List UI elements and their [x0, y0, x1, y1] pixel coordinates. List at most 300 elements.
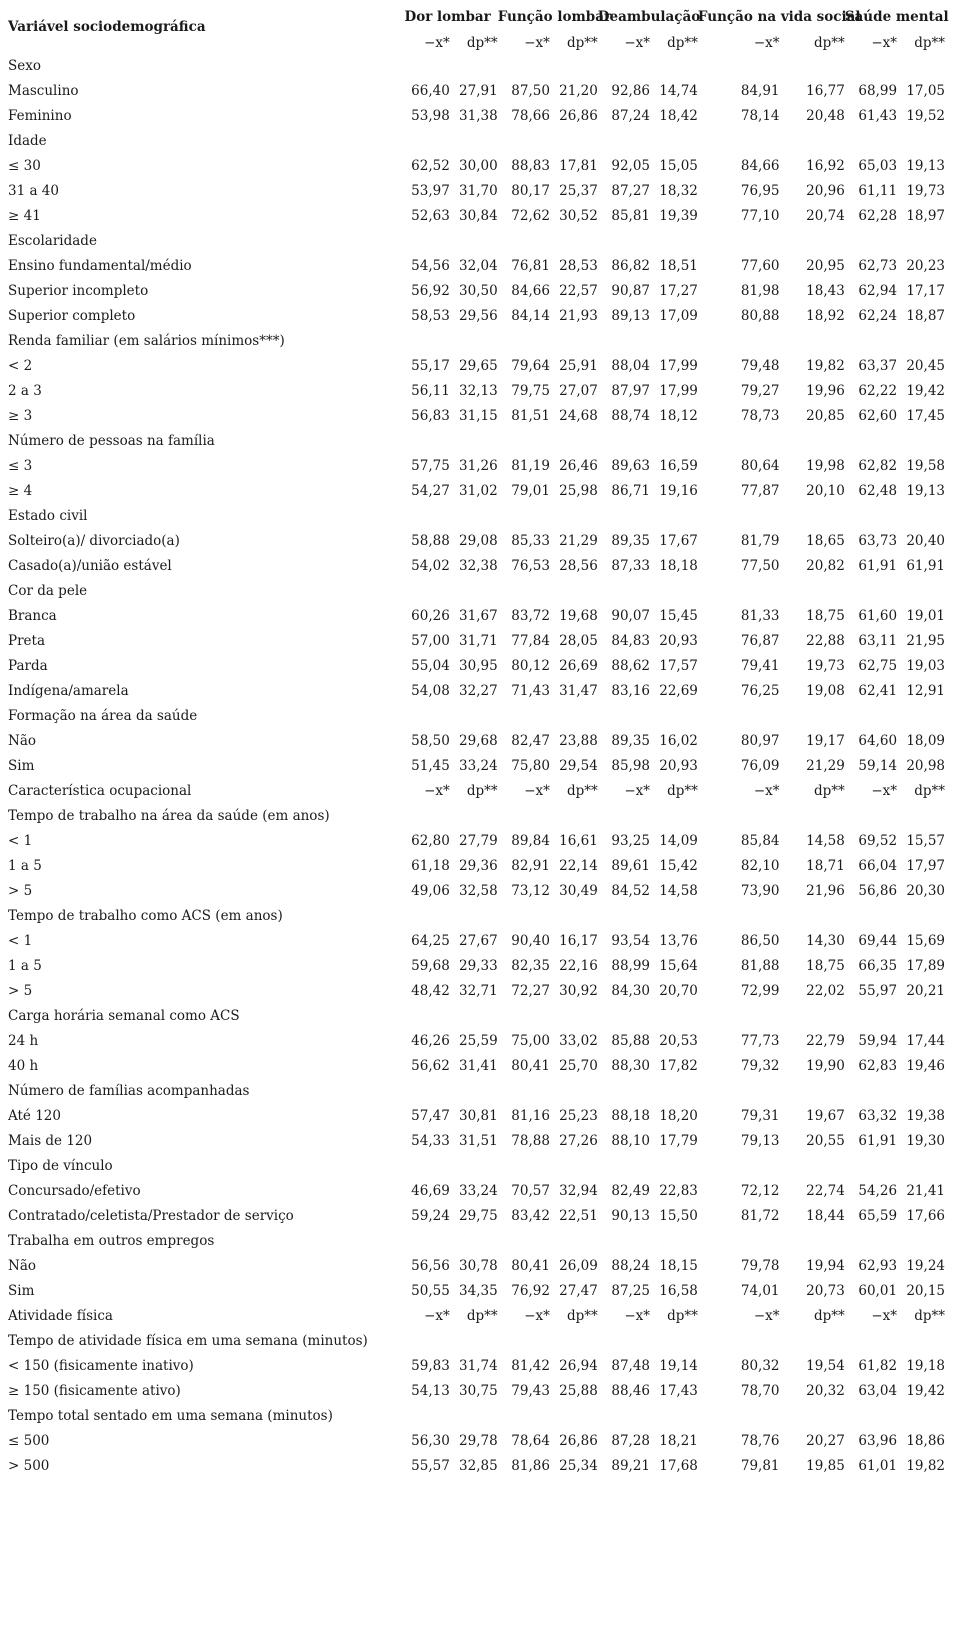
sd-value: 17,44 [906, 1033, 945, 1049]
table-row [8, 854, 945, 879]
sd-value: 31,02 [459, 483, 498, 499]
section-row [8, 579, 945, 604]
sd-value: 20,27 [806, 1433, 845, 1449]
sd-value: 14,74 [659, 83, 698, 99]
sd-label: dp** [914, 783, 945, 799]
table-row [8, 1029, 945, 1054]
mean-value: 76,25 [740, 683, 780, 699]
mean-value: 54,02 [411, 558, 450, 574]
sd-label: dp** [567, 35, 598, 51]
table-row [8, 1354, 945, 1379]
sd-value: 12,91 [906, 683, 945, 699]
sd-value: 20,93 [659, 758, 698, 774]
sd-value: 18,97 [906, 208, 945, 224]
row-label: > 5 [8, 983, 33, 999]
mean-value: 84,66 [511, 283, 550, 299]
table-row [8, 1379, 945, 1404]
sd-value: 17,79 [659, 1133, 698, 1149]
sd-value: 20,96 [806, 183, 845, 199]
table-row [8, 104, 945, 129]
sd-value: 16,58 [659, 1283, 698, 1299]
mean-value: 87,28 [611, 1433, 651, 1449]
sd-value: 29,78 [459, 1433, 498, 1449]
mean-value: 80,88 [740, 308, 780, 324]
sd-value: 30,50 [459, 283, 498, 299]
sd-value: 18,92 [806, 308, 845, 324]
sd-value: 14,09 [659, 833, 698, 849]
mean-value: 61,91 [858, 1133, 898, 1149]
sd-value: 18,32 [659, 183, 698, 199]
sd-value: 27,67 [459, 933, 498, 949]
sd-value: 17,57 [659, 658, 698, 674]
sd-value: 31,15 [459, 408, 498, 424]
mean-value: 87,33 [611, 558, 651, 574]
sd-value: 33,24 [459, 1183, 498, 1199]
table-row [8, 754, 945, 779]
mean-value: 78,76 [740, 1433, 780, 1449]
mean-value: 54,33 [411, 1133, 450, 1149]
sd-value: 15,64 [659, 958, 698, 974]
sd-value: 26,94 [559, 1358, 598, 1374]
mean-value: 88,83 [511, 158, 550, 174]
sd-value: 31,67 [459, 608, 498, 624]
sd-value: 21,29 [806, 758, 845, 774]
table-row [8, 729, 945, 754]
table-row [8, 979, 945, 1004]
sd-value: 19,17 [806, 733, 845, 749]
table-row [8, 79, 945, 104]
row-label: Solteiro(a)/ divorciado(a) [8, 533, 180, 549]
sd-value: 18,20 [659, 1108, 698, 1124]
section-label: Sexo [8, 58, 41, 74]
row-label: > 500 [8, 1458, 50, 1474]
mean-value: 62,94 [858, 283, 898, 299]
row-label: Branca [8, 608, 57, 624]
mean-value: 76,87 [740, 633, 780, 649]
row-label: Contratado/celetista/Prestador de serviço [8, 1208, 294, 1224]
section-row [8, 904, 945, 929]
table-row [8, 1054, 945, 1079]
mean-value: 79,81 [740, 1458, 780, 1474]
sd-value: 20,40 [906, 533, 945, 549]
mean-value: 68,99 [858, 83, 898, 99]
mean-value: 77,60 [740, 258, 780, 274]
mean-value: 81,33 [740, 608, 780, 624]
sd-value: 30,49 [559, 883, 598, 899]
mean-value: 72,99 [740, 983, 780, 999]
category-header-row [8, 1304, 945, 1329]
mean-value: 70,57 [511, 1183, 550, 1199]
sd-value: 27,91 [459, 83, 498, 99]
mean-value: 62,24 [858, 308, 898, 324]
mean-value: 81,88 [740, 958, 780, 974]
row-label: < 1 [8, 833, 33, 849]
section-label: Cor da pele [8, 583, 88, 599]
mean-value: 80,12 [511, 658, 550, 674]
mean-value: 72,12 [740, 1183, 780, 1199]
sd-value: 17,45 [906, 408, 945, 424]
mean-value: 54,26 [858, 1183, 898, 1199]
mean-value: 66,04 [858, 858, 898, 874]
mean-value: 58,88 [411, 533, 450, 549]
sd-label: dp** [667, 35, 698, 51]
mean-value: 93,25 [611, 833, 651, 849]
sd-value: 19,73 [806, 658, 845, 674]
mean-value: 90,40 [511, 933, 550, 949]
sd-value: 20,10 [806, 483, 845, 499]
mean-value: 85,98 [611, 758, 651, 774]
sd-value: 17,05 [906, 83, 945, 99]
mean-value: 62,75 [858, 658, 898, 674]
sd-value: 20,70 [659, 983, 698, 999]
section-label: Tempo de atividade física em uma semana (minutos) [8, 1333, 368, 1349]
table-row [8, 829, 945, 854]
mean-value: 50,55 [411, 1283, 450, 1299]
table-body [8, 54, 945, 1479]
sd-value: 26,09 [559, 1258, 598, 1274]
table-header [8, 0, 949, 54]
row-label: 40 h [8, 1058, 39, 1074]
section-row [8, 1329, 945, 1354]
section-label: Escolaridade [8, 233, 97, 249]
sd-value: 22,83 [659, 1183, 698, 1199]
sd-value: 19,73 [906, 183, 945, 199]
table-row [8, 479, 945, 504]
section-row [8, 704, 945, 729]
sd-value: 26,46 [559, 458, 598, 474]
mean-value: 79,13 [740, 1133, 780, 1149]
sd-value: 22,74 [806, 1183, 845, 1199]
mean-value: 64,25 [411, 933, 450, 949]
mean-label: −x* [624, 1308, 651, 1324]
mean-value: 69,44 [858, 933, 898, 949]
sd-value: 32,58 [459, 883, 498, 899]
sd-value: 31,51 [459, 1133, 498, 1149]
group-header-funcao-vida-social: Função na vida social [697, 9, 861, 25]
mean-value: 64,60 [858, 733, 898, 749]
table-row [8, 1429, 945, 1454]
mean-value: 62,80 [411, 833, 450, 849]
group-header-deambulacao: Deambulação [597, 9, 701, 25]
row-label: ≥ 150 (fisicamente ativo) [8, 1383, 181, 1399]
row-label: ≥ 41 [8, 208, 41, 224]
row-label: Sim [8, 758, 35, 774]
sd-value: 25,23 [559, 1108, 598, 1124]
sd-value: 17,09 [659, 308, 698, 324]
mean-value: 81,42 [511, 1358, 550, 1374]
sd-label: dp** [567, 783, 598, 799]
mean-value: 62,82 [858, 458, 898, 474]
sd-value: 21,41 [906, 1183, 945, 1199]
sd-value: 29,56 [459, 308, 498, 324]
mean-value: 79,01 [511, 483, 550, 499]
section-label: Tipo de vínculo [8, 1158, 113, 1174]
mean-value: 74,01 [740, 1283, 780, 1299]
sd-value: 20,82 [806, 558, 845, 574]
mean-value: 62,83 [858, 1058, 898, 1074]
table-row [8, 1254, 945, 1279]
mean-value: 65,59 [858, 1208, 898, 1224]
mean-value: 46,69 [411, 1183, 450, 1199]
sd-value: 29,54 [559, 758, 598, 774]
mean-value: 80,32 [740, 1358, 780, 1374]
mean-value: 81,72 [740, 1208, 780, 1224]
sd-value: 18,21 [659, 1433, 698, 1449]
mean-value: 59,94 [858, 1033, 898, 1049]
row-label: ≤ 30 [8, 158, 41, 174]
sd-value: 23,88 [559, 733, 598, 749]
sd-value: 15,05 [659, 158, 698, 174]
mean-value: 89,35 [611, 733, 651, 749]
sd-label: dp** [667, 783, 698, 799]
mean-value: 57,75 [411, 458, 450, 474]
sd-value: 19,94 [806, 1258, 845, 1274]
sd-value: 17,97 [906, 858, 945, 874]
sd-value: 32,04 [459, 258, 498, 274]
sd-value: 22,51 [559, 1208, 598, 1224]
mean-label: −x* [753, 783, 780, 799]
group-header-dor-lombar: Dor lombar [404, 9, 491, 25]
table-row [8, 1279, 945, 1304]
sd-value: 21,96 [806, 883, 845, 899]
sd-value: 31,71 [459, 633, 498, 649]
sd-value: 31,26 [459, 458, 498, 474]
sd-value: 32,38 [459, 558, 498, 574]
sd-value: 19,08 [806, 683, 845, 699]
mean-value: 78,64 [511, 1433, 550, 1449]
sd-value: 19,90 [806, 1058, 845, 1074]
sd-value: 32,85 [459, 1458, 498, 1474]
row-label: 31 a 40 [8, 183, 59, 199]
mean-value: 71,43 [511, 683, 550, 699]
mean-value: 56,30 [411, 1433, 450, 1449]
mean-value: 79,78 [740, 1258, 780, 1274]
row-label: Mais de 120 [8, 1133, 93, 1149]
mean-value: 55,04 [411, 658, 450, 674]
mean-value: 75,00 [511, 1033, 550, 1049]
category-label: Característica ocupacional [8, 783, 192, 799]
mean-value: 61,91 [858, 558, 898, 574]
row-label: Não [8, 733, 36, 749]
sd-value: 29,36 [459, 858, 498, 874]
mean-value: 83,42 [511, 1208, 550, 1224]
mean-value: 92,86 [611, 83, 651, 99]
mean-value: 77,10 [740, 208, 780, 224]
mean-value: 88,99 [611, 958, 651, 974]
sd-label: dp** [914, 35, 945, 51]
sd-value: 19,67 [806, 1108, 845, 1124]
sd-value: 20,55 [806, 1133, 845, 1149]
sd-value: 16,77 [806, 83, 845, 99]
mean-value: 55,97 [858, 983, 898, 999]
row-label: < 150 (fisicamente inativo) [8, 1358, 194, 1374]
mean-value: 55,17 [411, 358, 450, 374]
sd-value: 31,41 [459, 1058, 498, 1074]
mean-value: 84,91 [740, 83, 780, 99]
sd-value: 20,32 [806, 1383, 845, 1399]
sd-value: 32,94 [559, 1183, 598, 1199]
mean-value: 62,93 [858, 1258, 898, 1274]
mean-value: 61,11 [858, 183, 898, 199]
mean-value: 62,48 [858, 483, 898, 499]
mean-value: 79,31 [740, 1108, 780, 1124]
sd-value: 16,59 [659, 458, 698, 474]
sd-value: 30,84 [459, 208, 498, 224]
mean-label: −x* [753, 35, 780, 51]
sd-value: 25,59 [459, 1033, 498, 1049]
section-row [8, 229, 945, 254]
sd-value: 27,26 [559, 1133, 598, 1149]
sd-value: 16,92 [806, 158, 845, 174]
sd-value: 30,52 [559, 208, 598, 224]
sd-value: 30,75 [459, 1383, 498, 1399]
sd-value: 17,99 [659, 383, 698, 399]
mean-value: 60,01 [858, 1283, 898, 1299]
category-header-row [8, 779, 945, 804]
sd-label: dp** [466, 783, 498, 799]
sd-value: 22,02 [806, 983, 845, 999]
sd-value: 34,35 [459, 1283, 498, 1299]
mean-value: 61,43 [858, 108, 898, 124]
mean-value: 89,13 [611, 308, 651, 324]
mean-value: 82,47 [511, 733, 550, 749]
table-row [8, 879, 945, 904]
mean-value: 88,18 [611, 1108, 651, 1124]
row-label: Parda [8, 658, 48, 674]
mean-value: 86,71 [611, 483, 651, 499]
row-label: ≥ 4 [8, 483, 33, 499]
mean-value: 80,64 [740, 458, 780, 474]
mean-value: 83,16 [611, 683, 651, 699]
mean-value: 53,98 [411, 108, 450, 124]
mean-label: −x* [871, 783, 898, 799]
row-label: 2 a 3 [8, 383, 42, 399]
sd-value: 20,74 [806, 208, 845, 224]
row-label: < 1 [8, 933, 33, 949]
section-label: Número de pessoas na família [8, 433, 215, 449]
sd-value: 22,69 [659, 683, 698, 699]
mean-value: 65,03 [858, 158, 898, 174]
sd-value: 32,71 [459, 983, 498, 999]
mean-value: 92,05 [611, 158, 651, 174]
sd-value: 15,42 [659, 858, 698, 874]
sd-value: 15,50 [659, 1208, 698, 1224]
mean-value: 89,35 [611, 533, 651, 549]
table-row [8, 179, 945, 204]
sd-value: 19,96 [806, 383, 845, 399]
group-header-saude-mental: Saúde mental [844, 9, 949, 25]
row-label: ≤ 500 [8, 1433, 50, 1449]
sd-value: 22,14 [559, 858, 598, 874]
category-label: Atividade física [8, 1308, 113, 1324]
mean-value: 48,42 [411, 983, 450, 999]
row-label: Casado(a)/união estável [8, 558, 172, 574]
sd-value: 29,68 [459, 733, 498, 749]
mean-value: 60,26 [411, 608, 450, 624]
sd-value: 19,68 [559, 608, 598, 624]
mean-value: 73,12 [511, 883, 550, 899]
mean-value: 72,62 [511, 208, 550, 224]
sd-value: 18,75 [806, 958, 845, 974]
mean-value: 79,64 [511, 358, 550, 374]
mean-value: 79,41 [740, 658, 780, 674]
mean-label: −x* [871, 1308, 898, 1324]
sd-value: 26,86 [559, 108, 598, 124]
mean-value: 84,66 [740, 158, 780, 174]
sd-value: 17,81 [559, 158, 598, 174]
row-label: Indígena/amarela [8, 683, 129, 699]
sd-value: 19,42 [906, 383, 945, 399]
sd-value: 20,15 [906, 1283, 945, 1299]
sd-value: 20,85 [806, 408, 845, 424]
sd-value: 17,66 [906, 1208, 945, 1224]
sd-value: 24,68 [559, 408, 598, 424]
mean-value: 87,50 [511, 83, 550, 99]
section-label: Tempo total sentado em uma semana (minutos) [8, 1408, 333, 1424]
mean-value: 49,06 [411, 883, 450, 899]
table-row [8, 354, 945, 379]
mean-value: 62,41 [858, 683, 898, 699]
sd-value: 21,29 [559, 533, 598, 549]
sd-value: 20,93 [659, 633, 698, 649]
mean-value: 81,98 [740, 283, 780, 299]
mean-value: 84,52 [611, 883, 651, 899]
sd-value: 25,91 [559, 358, 598, 374]
section-row [8, 504, 945, 529]
mean-value: 81,79 [740, 533, 780, 549]
sd-value: 18,51 [659, 258, 698, 274]
sd-value: 27,79 [459, 833, 498, 849]
sd-value: 20,95 [806, 258, 845, 274]
mean-value: 78,14 [740, 108, 780, 124]
sd-value: 14,58 [659, 883, 698, 899]
sd-label: dp** [814, 35, 845, 51]
sd-value: 18,71 [806, 858, 845, 874]
sd-value: 29,08 [459, 533, 498, 549]
sd-value: 19,14 [659, 1358, 698, 1374]
sd-value: 19,16 [659, 483, 698, 499]
sd-value: 19,82 [806, 358, 845, 374]
sd-value: 22,79 [806, 1033, 845, 1049]
sd-label: dp** [567, 1308, 598, 1324]
sd-value: 17,17 [906, 283, 945, 299]
mean-value: 78,70 [740, 1383, 780, 1399]
section-label: Trabalha em outros empregos [8, 1233, 215, 1249]
mean-value: 81,16 [511, 1108, 550, 1124]
mean-value: 82,35 [511, 958, 550, 974]
mean-value: 57,47 [411, 1108, 450, 1124]
mean-value: 63,73 [858, 533, 898, 549]
sd-value: 31,38 [459, 108, 498, 124]
sd-value: 20,73 [806, 1283, 845, 1299]
table-row [8, 254, 945, 279]
sd-value: 17,43 [659, 1383, 698, 1399]
sd-value: 25,37 [559, 183, 598, 199]
mean-value: 63,11 [858, 633, 898, 649]
sd-value: 19,18 [906, 1358, 945, 1374]
sd-value: 19,98 [806, 458, 845, 474]
sd-value: 28,53 [559, 258, 598, 274]
table-row [8, 379, 945, 404]
sd-value: 18,75 [806, 608, 845, 624]
mean-value: 78,88 [511, 1133, 550, 1149]
section-label: Renda familiar (em salários mínimos***) [8, 333, 285, 349]
mean-value: 90,87 [611, 283, 651, 299]
mean-value: 61,18 [411, 858, 450, 874]
sd-value: 26,69 [559, 658, 598, 674]
mean-value: 59,24 [411, 1208, 450, 1224]
row-label: > 5 [8, 883, 33, 899]
